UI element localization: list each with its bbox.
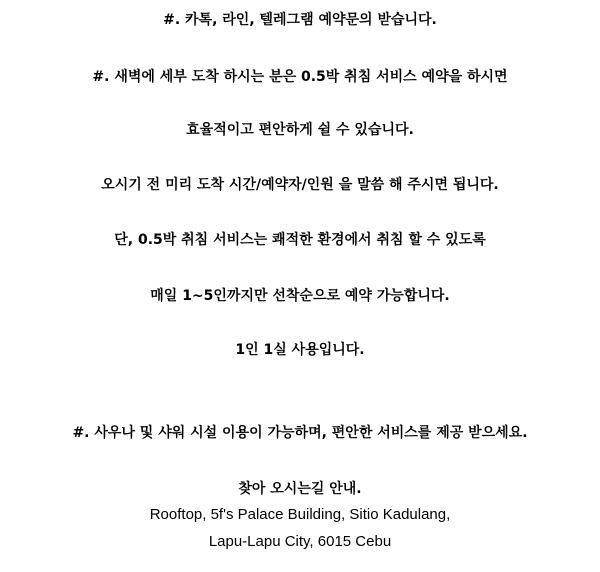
- arrival-info-line: 오시기 전 미리 도착 시간/예약자/인원 을 말씀 해 주시면 됩니다.: [101, 177, 499, 193]
- address-line-1: Rooftop, 5f's Palace Building, Sitio Kadulang,: [149, 506, 451, 523]
- daily-limit-line: 매일 1~5인까지만 선착순으로 예약 가능합니다.: [150, 288, 450, 304]
- sauna-shower-line: #. 사우나 및 샤워 시설 이용이 가능하며, 편안한 서비스를 제공 받으세요.: [72, 425, 528, 441]
- address-line-2: Lapu-Lapu City, 6015 Cebu: [208, 533, 392, 550]
- directions-heading: 찾아 오시는길 안내.: [238, 481, 362, 497]
- reservation-inquiry-line: #. 카톡, 라인, 텔레그램 예약문의 받습니다.: [163, 12, 437, 28]
- single-room-line: 1인 1실 사용입니다.: [235, 342, 365, 358]
- service-condition-line: 단, 0.5박 취침 서비스는 쾌적한 환경에서 취침 할 수 있도록: [114, 232, 486, 248]
- comfort-line: 효율적이고 편안하게 쉴 수 있습니다.: [186, 122, 414, 138]
- half-night-service-line: #. 새벽에 세부 도착 하시는 분은 0.5박 취침 서비스 예약을 하시면: [92, 69, 508, 85]
